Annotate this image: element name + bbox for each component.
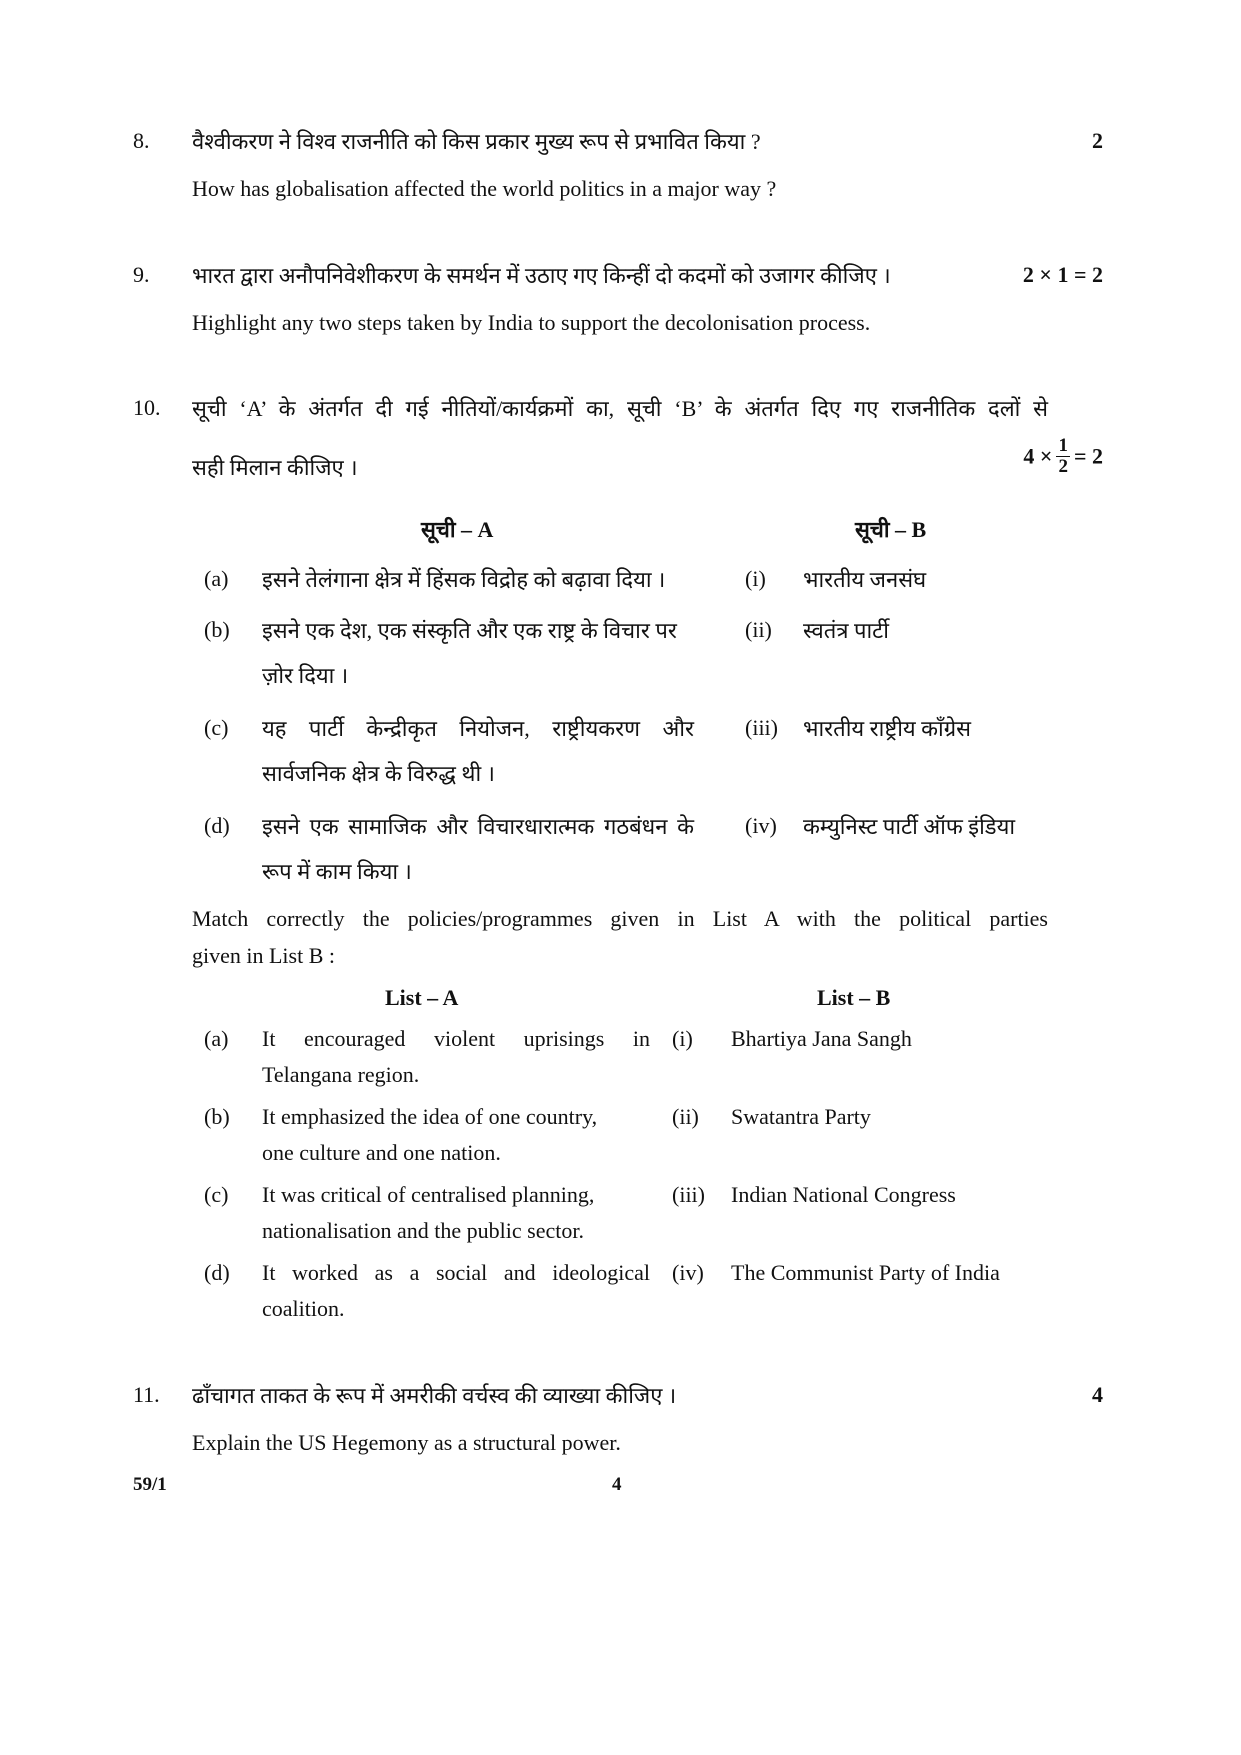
hindi-row-d-text1: इसने एक सामाजिक और विचारधारात्मक गठबंधन के [262, 814, 694, 839]
hindi-row-a-label: (a) [204, 566, 229, 591]
hindi-row-c-num: (iii) [745, 715, 778, 740]
paper-code: 59/1 [133, 1474, 167, 1495]
hindi-row-b-text1: इसने एक देश, एक संस्कृति और एक राष्ट्र के विचार पर [262, 618, 677, 643]
hindi-row-b-label: (b) [204, 617, 230, 642]
hindi-row-d-label: (d) [204, 813, 230, 838]
english-row-c-party: Indian National Congress [731, 1182, 956, 1207]
english-row-a-text2: Telangana region. [262, 1062, 420, 1087]
hindi-row-c-party: भारतीय राष्ट्रीय काँग्रेस [803, 716, 972, 741]
english-row-b-text2: one culture and one nation. [262, 1140, 501, 1165]
english-row-c-num: (iii) [672, 1182, 705, 1207]
question-11-number: 11. [133, 1382, 160, 1407]
english-list-a-heading: List – A [385, 985, 459, 1010]
english-row-b-label: (b) [204, 1104, 230, 1129]
question-9-hindi: भारत द्वारा अनौपनिवेशीकरण के समर्थन में उठाए गए किन्हीं दो कदमों को उजागर कीजिए । [192, 263, 891, 288]
english-row-c-text2: nationalisation and the public sector. [262, 1218, 584, 1243]
english-row-b-text1: It emphasized the idea of one country, [262, 1104, 598, 1129]
question-8-hindi: वैश्वीकरण ने विश्व राजनीति को किस प्रकार मुख्य रूप से प्रभावित किया ? [192, 129, 761, 154]
english-row-c-label: (c) [204, 1182, 229, 1207]
english-row-a-num: (i) [672, 1026, 693, 1051]
hindi-row-b-num: (ii) [745, 617, 772, 642]
hindi-row-b-party: स्वतंत्र पार्टी [803, 618, 889, 643]
english-row-a-text1: It encouraged violent uprisings in [262, 1026, 650, 1051]
question-10-hindi-line2: सही मिलान कीजिए । [192, 455, 358, 480]
english-row-d-text2: coalition. [262, 1296, 345, 1321]
question-11-marks: 4 [1092, 1382, 1103, 1407]
hindi-row-a-party: भारतीय जनसंघ [803, 567, 927, 592]
hindi-row-c-text1: यह पार्टी केन्द्रीकृत नियोजन, राष्ट्रीयकरण और [262, 716, 694, 741]
question-11-english: Explain the US Hegemony as a structural power. [192, 1430, 621, 1455]
question-9-english: Highlight any two steps taken by India to support the decolonisation process. [192, 310, 871, 335]
english-row-a-party: Bhartiya Jana Sangh [731, 1026, 912, 1051]
question-8-number: 8. [133, 128, 150, 153]
hindi-list-a-heading: सूची – A [421, 517, 494, 542]
english-row-b-party: Swatantra Party [731, 1104, 871, 1129]
english-row-d-text1: It worked as a social and ideological [262, 1260, 650, 1285]
question-10-english-line1: Match correctly the policies/programmes given in List A with the political parties [192, 906, 1048, 931]
question-8-marks: 2 [1092, 128, 1103, 153]
english-row-d-num: (iv) [672, 1260, 704, 1285]
question-11-hindi: ढाँचागत ताकत के रूप में अमरीकी वर्चस्व की व्याख्या कीजिए । [192, 1383, 677, 1408]
hindi-row-d-text2: रूप में काम किया । [262, 859, 412, 884]
hindi-row-d-party: कम्युनिस्ट पार्टी ऑफ इंडिया [803, 814, 1016, 839]
hindi-row-d-num: (iv) [745, 813, 777, 838]
fraction-half: $\frac{1}{2}$ [1058, 435, 1068, 477]
english-row-d-label: (d) [204, 1260, 230, 1285]
question-10-number: 10. [133, 395, 161, 420]
english-row-c-text1: It was critical of centralised planning, [262, 1182, 595, 1207]
english-row-a-label: (a) [204, 1026, 229, 1051]
question-10-hindi-line1: सूची ‘A’ के अंतर्गत दी गई नीतियों/कार्यक्रमों का, सूची ‘B’ के अंतर्गत दिए गए राजनीतिक दलों से [192, 396, 1048, 421]
question-8-english: How has globalisation affected the world politics in a major way ? [192, 176, 777, 201]
page-number: 4 [612, 1474, 622, 1495]
hindi-row-a-text: इसने तेलंगाना क्षेत्र में हिंसक विद्रोह को बढ़ावा दिया । [262, 567, 666, 592]
hindi-row-a-num: (i) [745, 566, 766, 591]
question-10-english-line2: given in List B : [192, 943, 335, 968]
english-row-b-num: (ii) [672, 1104, 699, 1129]
hindi-row-b-text2: ज़ोर दिया । [262, 663, 349, 688]
question-9-number: 9. [133, 262, 150, 287]
english-row-d-party: The Communist Party of India [731, 1260, 1000, 1285]
hindi-row-c-text2: सार्वजनिक क्षेत्र के विरुद्ध थी । [262, 761, 496, 786]
question-9-marks: 2 × 1 = 2 [1022, 262, 1103, 287]
english-list-b-heading: List – B [817, 985, 891, 1010]
question-10-marks: 4 × $\frac{1}{2}$ = 2 [1023, 435, 1103, 477]
hindi-row-c-label: (c) [204, 715, 229, 740]
hindi-list-b-heading: सूची – B [855, 517, 927, 542]
